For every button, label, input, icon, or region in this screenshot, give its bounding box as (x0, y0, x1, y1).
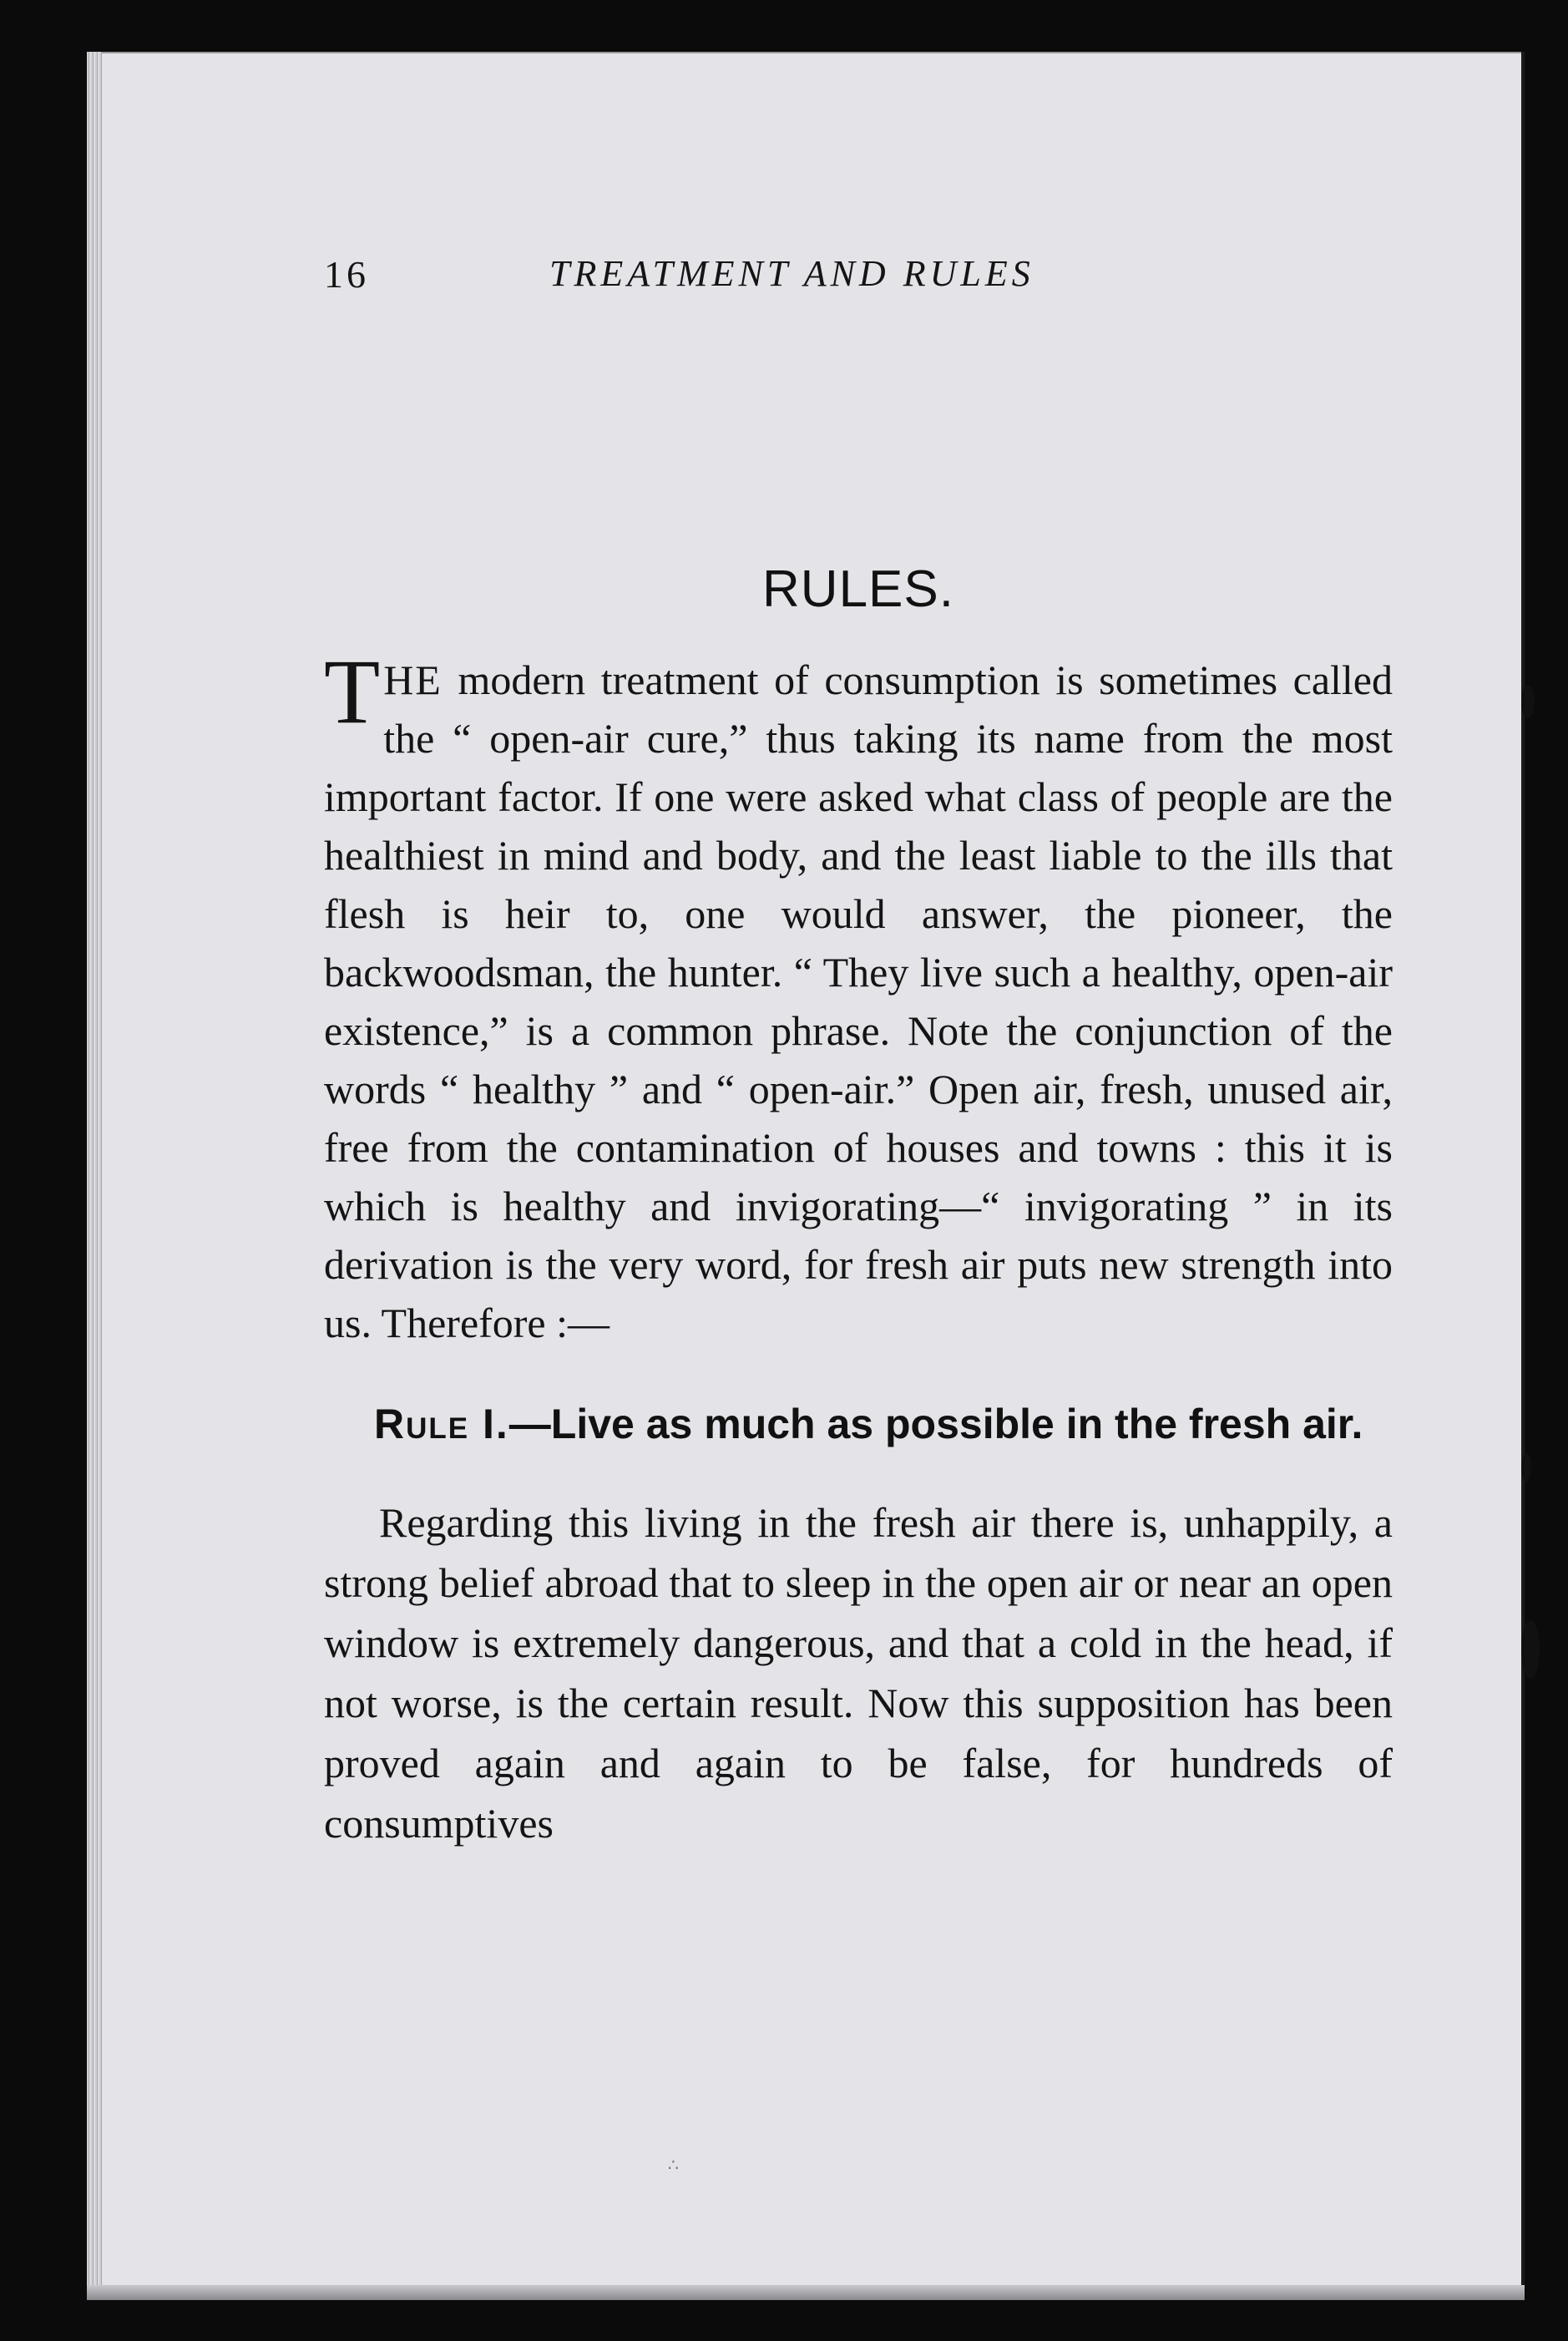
page-content (324, 242, 1393, 1895)
rule-text: —Live as much as possible in the fresh air. (508, 1401, 1363, 1447)
intro-text: modern treatment of consumption is sometimes called the “ open-air cure,” thus taking its name from the most important factor. If one were asked what class of people are the healthiest in mind and body, and the least liable to the ills that flesh is heir to, one would answer, the pioneer, the backwoodsman, the hunter. “ They live such a healthy, open-air existence,” is a common phrase. Note the conjunction of the words “ healthy ” and “ open-air.” Open air, fresh, unused air, free from the contamination of houses and towns : this it is which is healthy and invigorating—“ invigorating ” in its derivation is the very word, for fresh air puts new strength into us. Therefore :— (324, 656, 1393, 1346)
drop-cap: T (324, 641, 381, 742)
binding-mark-middle (1521, 1453, 1531, 1482)
binding-edge (1521, 52, 1525, 2300)
page-stack-edge (87, 52, 102, 2300)
print-mark: ∴ (668, 2155, 679, 2175)
running-head-title: TREATMENT AND RULES (549, 253, 1034, 294)
intro-paragraph (324, 641, 1393, 1352)
running-head (324, 242, 1393, 309)
drop-cap-lead: HE (383, 656, 443, 703)
rule-heading (324, 1397, 1393, 1451)
section-title: RULES. (762, 560, 954, 618)
binding-mark-bottom (1521, 1620, 1540, 1679)
rule-label: Rule I. (374, 1401, 509, 1447)
page-bottom-edge (87, 2285, 1525, 2300)
body-paragraph: Regarding this living in the fresh air there is, unhappily, a strong belief abroad that to sleep in the open air or near an open window is extremely dangerous, and that a cold in the head, if not worse, is the certain result. Now this supposition has been proved again and again to be false, for hundreds of consumptives (324, 1499, 1393, 1847)
page-number: 16 (324, 253, 369, 296)
binding-mark-top (1521, 685, 1535, 718)
